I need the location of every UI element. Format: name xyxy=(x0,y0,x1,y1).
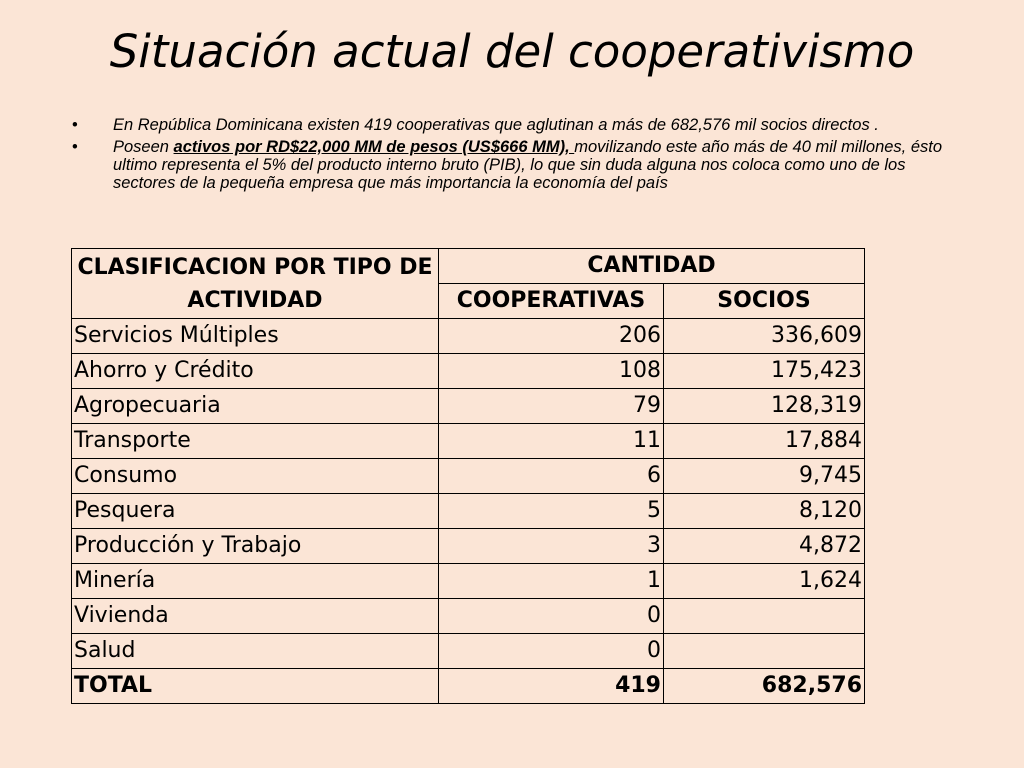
slide-title: Situación actual del cooperativismo xyxy=(109,25,915,78)
cell-members xyxy=(664,634,865,669)
cell-total-members: 682,576 xyxy=(664,669,865,704)
cell-category: Salud xyxy=(72,634,439,669)
bullet-item xyxy=(72,116,972,134)
cooperatives-table xyxy=(71,248,865,704)
cell-members: 175,423 xyxy=(664,354,865,389)
table-row xyxy=(72,319,865,354)
bullet-list xyxy=(72,116,972,196)
bullet-text: Poseen xyxy=(113,138,174,156)
table-row xyxy=(72,424,865,459)
cell-cooperatives: 0 xyxy=(439,634,664,669)
cell-total-label: TOTAL xyxy=(72,669,439,704)
cell-cooperatives: 1 xyxy=(439,564,664,599)
cell-members: 4,872 xyxy=(664,529,865,564)
table-row xyxy=(72,529,865,564)
cell-category: Vivienda xyxy=(72,599,439,634)
cell-members xyxy=(664,599,865,634)
table-body xyxy=(72,319,865,704)
table-row xyxy=(72,459,865,494)
header-activity: CLASIFICACION POR TIPO DE ACTIVIDAD xyxy=(72,249,439,319)
cell-members: 128,319 xyxy=(664,389,865,424)
bullet-text: movilizando este año más de 40 mil millones, ésto ultimo representa el 5% del producto interno bruto (PIB), lo que sin duda alguna nos coloca como uno de los sectores de la pequeña empresa que más importancia la economía del país xyxy=(113,138,943,192)
cell-members: 8,120 xyxy=(664,494,865,529)
table-row xyxy=(72,564,865,599)
bullet-marker: • xyxy=(72,116,78,134)
cell-cooperatives: 108 xyxy=(439,354,664,389)
cell-cooperatives: 11 xyxy=(439,424,664,459)
table-row xyxy=(72,494,865,529)
cell-total-cooperatives: 419 xyxy=(439,669,664,704)
cell-category: Pesquera xyxy=(72,494,439,529)
table-total-row xyxy=(72,669,865,704)
cell-members: 17,884 xyxy=(664,424,865,459)
cell-members: 336,609 xyxy=(664,319,865,354)
cell-category: Servicios Múltiples xyxy=(72,319,439,354)
header-cooperatives: COOPERATIVAS xyxy=(439,284,664,319)
table-row xyxy=(72,634,865,669)
header-quantity: CANTIDAD xyxy=(439,249,865,284)
cell-category: Ahorro y Crédito xyxy=(72,354,439,389)
table-row xyxy=(72,599,865,634)
bullet-marker: • xyxy=(72,138,78,156)
header-members: SOCIOS xyxy=(664,284,865,319)
cell-cooperatives: 206 xyxy=(439,319,664,354)
table-row xyxy=(72,389,865,424)
cell-category: Agropecuaria xyxy=(72,389,439,424)
table-row xyxy=(72,354,865,389)
table-header-row xyxy=(72,249,865,284)
cell-cooperatives: 6 xyxy=(439,459,664,494)
cell-category: Minería xyxy=(72,564,439,599)
bullet-item xyxy=(72,138,972,192)
cell-category: Transporte xyxy=(72,424,439,459)
cell-members: 1,624 xyxy=(664,564,865,599)
cell-category: Producción y Trabajo xyxy=(72,529,439,564)
cell-members: 9,745 xyxy=(664,459,865,494)
cell-cooperatives: 3 xyxy=(439,529,664,564)
cell-category: Consumo xyxy=(72,459,439,494)
cell-cooperatives: 79 xyxy=(439,389,664,424)
cell-cooperatives: 5 xyxy=(439,494,664,529)
bullet-text-emphasis: activos por RD$22,000 MM de pesos (US$666 MM), xyxy=(173,138,575,156)
bullet-text: En República Dominicana existen 419 cooperativas que aglutinan a más de 682,576 mil socios directos . xyxy=(113,116,879,134)
cell-cooperatives: 0 xyxy=(439,599,664,634)
